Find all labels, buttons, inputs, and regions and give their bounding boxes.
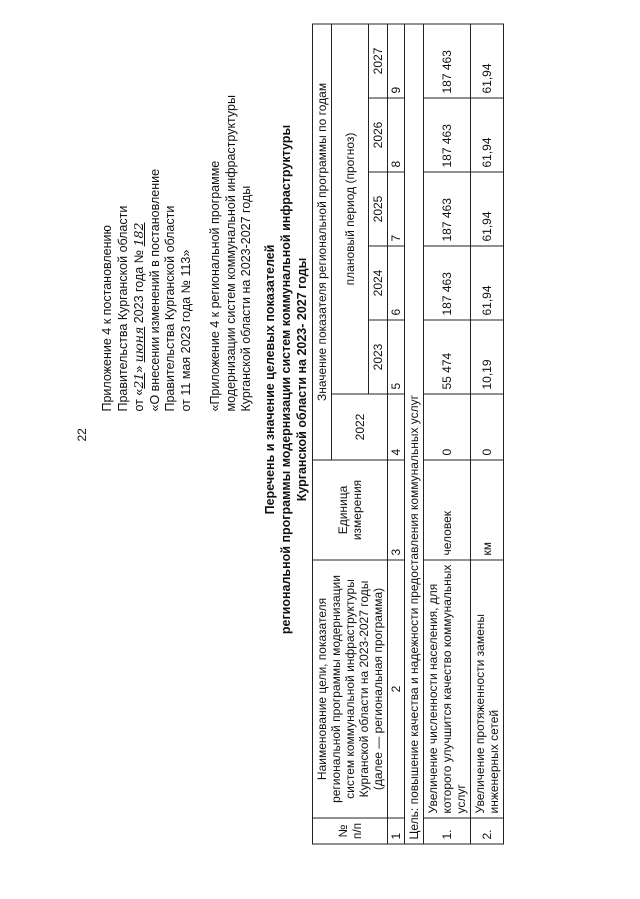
col-number: 7 xyxy=(388,172,405,246)
date-year: 2023 года № xyxy=(132,249,146,323)
quote-line: Курганской области на 2023-2027 годы xyxy=(239,185,253,411)
header-planned: плановый период (прогноз) xyxy=(332,23,369,393)
table-row xyxy=(471,23,504,843)
header-values: Значение показателя региональной программы по годам xyxy=(313,23,332,459)
row-value-2022: 0 xyxy=(471,394,504,460)
header-year: 2023 xyxy=(369,320,388,394)
appendix-date-line xyxy=(131,11,148,411)
col-number: 6 xyxy=(388,246,405,320)
goal-text: Цель: повышение качества и надежности предоставления коммунальных услуг xyxy=(405,23,424,843)
row-value: 187 463 xyxy=(424,246,471,320)
column-numbers-row xyxy=(388,23,405,843)
appendix-line: от 11 мая 2023 года № 113» xyxy=(178,249,193,411)
row-unit: человек xyxy=(424,460,471,560)
handwritten-number: 182 xyxy=(131,222,146,246)
row-value: 187 463 xyxy=(424,23,471,97)
appendix-line: Приложение 4 к постановлению xyxy=(100,224,114,411)
handwritten-month: июня xyxy=(131,326,146,362)
col-number: 2 xyxy=(388,560,405,818)
row-value: 61,94 xyxy=(471,172,504,246)
row-value: 187 463 xyxy=(424,98,471,172)
col-number: 5 xyxy=(388,320,405,394)
header-num: № п/п xyxy=(313,818,388,844)
quote-line: модернизации систем коммунальной инфраструктуры xyxy=(223,94,238,411)
appendix-line: Правительства Курганской области xyxy=(163,205,177,411)
appendix-line: «О внесении изменений в постановление xyxy=(147,168,162,411)
appendix-header xyxy=(100,11,194,411)
col-number: 9 xyxy=(388,23,405,97)
row-value: 187 463 xyxy=(424,172,471,246)
goal-row xyxy=(405,23,424,843)
header-name: Наименование цели, показателя региональной программы модернизации систем коммунальной инфраструктуры Курганской области на 2023-2027 годы (далее — региональная программа) xyxy=(313,560,388,818)
quote-header xyxy=(208,11,255,411)
row-value: 55 474 xyxy=(424,320,471,394)
header-year: 2024 xyxy=(369,246,388,320)
title-line: региональной программы модернизации систем коммунальной инфраструктуры xyxy=(279,124,293,634)
row-num: 1. xyxy=(424,818,471,844)
date-quote: » xyxy=(132,365,146,373)
col-number: 4 xyxy=(388,394,405,460)
row-num: 2. xyxy=(471,818,504,844)
title-line: Перечень и значение целевых показателей xyxy=(263,244,277,514)
col-number: 1 xyxy=(388,818,405,844)
header-row xyxy=(313,23,332,843)
col-number: 8 xyxy=(388,98,405,172)
table-row xyxy=(424,23,471,843)
header-year: 2025 xyxy=(369,172,388,246)
row-value-2022: 0 xyxy=(424,394,471,460)
row-name: Увеличение численности населения, для которого улучшится качество коммунальных услуг xyxy=(424,560,471,818)
col-number: 3 xyxy=(388,460,405,560)
date-prefix: от « xyxy=(132,388,146,411)
quote-line: «Приложение 4 к региональной программе xyxy=(208,160,222,411)
row-value: 10,19 xyxy=(471,320,504,394)
header-unit: Единица измерения xyxy=(313,460,388,560)
title-line: Курганской области на 2023- 2027 годы xyxy=(295,257,309,501)
row-value: 61,94 xyxy=(471,23,504,97)
page-number: 22 xyxy=(75,427,89,441)
header-year: 2026 xyxy=(369,98,388,172)
row-name: Увеличение протяженности замены инженерных сетей xyxy=(471,560,504,818)
indicators-table xyxy=(312,23,504,844)
handwritten-day: 21 xyxy=(131,372,146,389)
header-2022: 2022 xyxy=(332,394,388,460)
row-value: 61,94 xyxy=(471,98,504,172)
appendix-line: Правительства Курганской области xyxy=(115,205,130,411)
row-unit: км xyxy=(471,460,504,560)
row-value: 61,94 xyxy=(471,246,504,320)
header-year: 2027 xyxy=(369,23,388,97)
document-title xyxy=(262,99,310,659)
